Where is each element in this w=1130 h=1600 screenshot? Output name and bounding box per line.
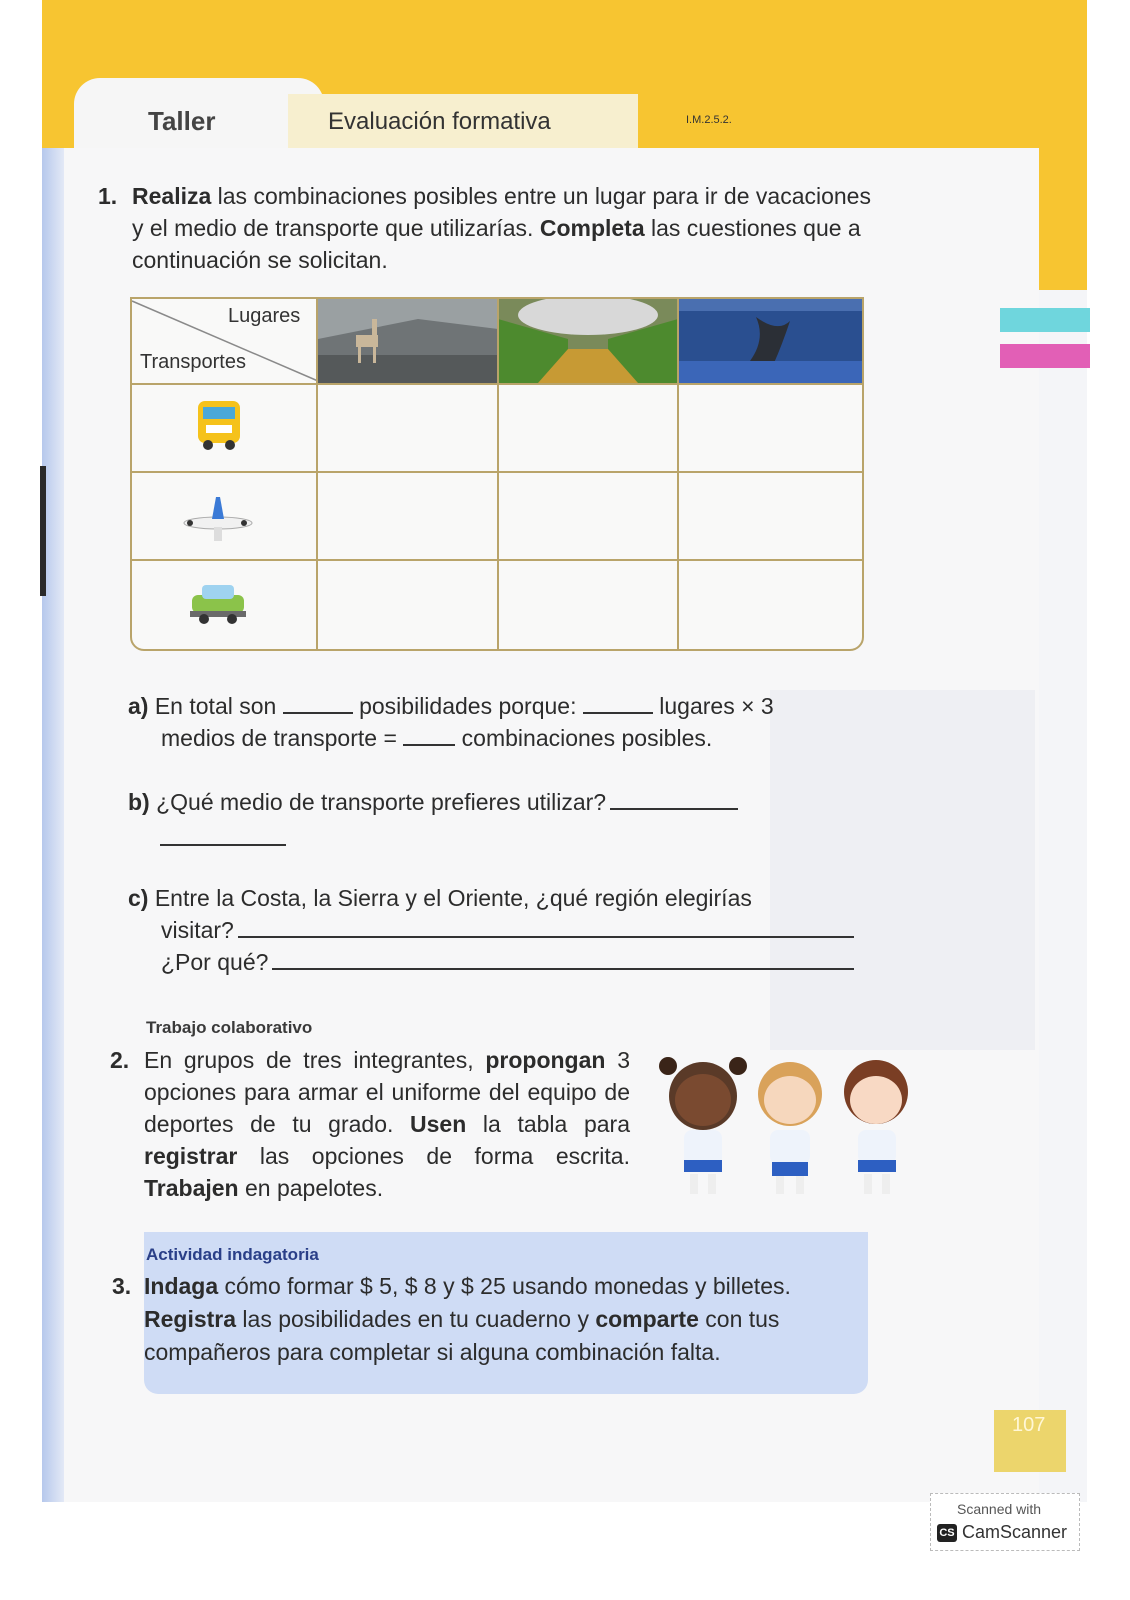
answer-blank[interactable] bbox=[283, 692, 353, 714]
q3-text: cómo formar $ 5, $ 8 y $ 25 usando monedas y billetes. bbox=[218, 1273, 791, 1299]
scanner-brand bbox=[937, 1522, 1067, 1543]
qa-text: En total son bbox=[148, 693, 283, 719]
qa-text: lugares × 3 bbox=[652, 693, 774, 719]
q3-text: con tus compañeros para completar si alguna combinación falta. bbox=[144, 1306, 780, 1365]
question-c bbox=[128, 882, 752, 914]
col-divider bbox=[677, 299, 679, 649]
answer-blank[interactable] bbox=[238, 916, 854, 938]
question-number: 3. bbox=[112, 1273, 132, 1299]
qa-letter-a: a) bbox=[128, 693, 149, 719]
qa-text: combinaciones posibles. bbox=[455, 725, 713, 751]
q2-bold: Trabajen bbox=[144, 1175, 239, 1201]
combinations-table bbox=[130, 297, 864, 651]
question-1 bbox=[98, 180, 878, 276]
camscanner-watermark bbox=[930, 1493, 1080, 1551]
question-c-line3 bbox=[161, 946, 854, 978]
q3-bold: Registra bbox=[144, 1306, 237, 1332]
jungle-river-photo bbox=[498, 299, 678, 383]
q2-bold: registrar bbox=[144, 1143, 238, 1169]
bus-icon bbox=[194, 397, 244, 453]
row-header-transportes: Transportes bbox=[140, 351, 246, 373]
question-number: 2. bbox=[110, 1047, 130, 1073]
scanner-line1: Scanned with bbox=[957, 1501, 1042, 1517]
q2-bold: propongan bbox=[485, 1047, 606, 1073]
page-edge-shadow bbox=[40, 466, 46, 596]
q1-bold-2: Completa bbox=[539, 215, 645, 241]
question-c-line2 bbox=[161, 914, 854, 946]
q3-bold: comparte bbox=[595, 1306, 699, 1332]
tab-evaluacion-label: Evaluación formativa bbox=[328, 108, 551, 135]
children-illustration bbox=[656, 1050, 916, 1210]
q2-bold: Usen bbox=[410, 1111, 467, 1137]
qa-text: visitar? bbox=[161, 917, 234, 943]
qa-text: ¿Por qué? bbox=[161, 949, 269, 975]
question-2 bbox=[110, 1044, 630, 1204]
q2-text: la tabla para bbox=[466, 1111, 630, 1137]
q1-text-2: las cuestiones que a continuación se solicitan. bbox=[132, 215, 861, 273]
q2-text: en papelotes. bbox=[238, 1175, 384, 1201]
car-icon bbox=[188, 581, 248, 625]
tab-evaluacion bbox=[288, 94, 638, 148]
page-number: 107 bbox=[1012, 1414, 1046, 1436]
col-divider bbox=[497, 299, 499, 649]
q1-bold-1: Realiza bbox=[132, 183, 212, 209]
qa-text: ¿Qué medio de transporte prefieres utilizar? bbox=[149, 789, 607, 815]
q2-text: 3 opciones para armar el uniforme del equipo de deportes de tu grado. bbox=[144, 1047, 630, 1137]
q2-text: En grupos de tres integrantes, bbox=[144, 1047, 486, 1073]
blue-left-margin bbox=[42, 148, 64, 1502]
question-a bbox=[128, 690, 774, 722]
qa-letter-b: b) bbox=[128, 789, 150, 815]
whale-tail-photo bbox=[678, 299, 862, 383]
q3-bold: Indaga bbox=[144, 1273, 219, 1299]
answer-blank[interactable] bbox=[160, 824, 286, 846]
airplane-icon bbox=[180, 483, 256, 547]
tab-taller bbox=[74, 78, 324, 158]
qa-letter-c: c) bbox=[128, 885, 149, 911]
question-a-line2 bbox=[161, 722, 712, 754]
question-3 bbox=[112, 1270, 872, 1369]
cyan-tab-marker bbox=[1000, 308, 1090, 332]
answer-blank[interactable] bbox=[403, 724, 455, 746]
faded-side-box bbox=[770, 690, 1035, 1050]
qa-text: posibilidades porque: bbox=[352, 693, 583, 719]
qa-text: Entre la Costa, la Sierra y el Oriente, ¿qué región elegirías bbox=[148, 885, 752, 911]
scanner-line2: CamScanner bbox=[962, 1522, 1068, 1542]
qa-text: medios de transporte = bbox=[161, 725, 404, 751]
page-number-box bbox=[994, 1410, 1066, 1472]
section-heading-activity: Actividad indagatoria bbox=[146, 1245, 319, 1264]
camscanner-logo-icon: CS bbox=[937, 1524, 957, 1542]
section-heading-collaborative: Trabajo colaborativo bbox=[146, 1018, 313, 1037]
column-header-lugares: Lugares bbox=[228, 305, 301, 327]
llama-photo bbox=[318, 299, 498, 383]
pink-tab-marker bbox=[1000, 344, 1090, 368]
question-number: 1. bbox=[98, 183, 118, 209]
q3-text: las posibilidades en tu cuaderno y bbox=[236, 1306, 596, 1332]
q2-text: las opciones de forma escrita. bbox=[237, 1143, 630, 1169]
answer-blank[interactable] bbox=[583, 692, 653, 714]
answer-blank[interactable] bbox=[272, 948, 854, 970]
answer-blank[interactable] bbox=[610, 788, 738, 810]
question-b bbox=[128, 786, 738, 818]
tab-taller-label: Taller bbox=[148, 106, 216, 136]
col-divider bbox=[316, 299, 318, 649]
q1-text-1: las combinaciones posibles entre un lugar para ir de vacaciones y el medio de transporte que utilizarías. bbox=[132, 183, 871, 241]
curriculum-code: I.M.2.5.2. bbox=[686, 114, 732, 126]
